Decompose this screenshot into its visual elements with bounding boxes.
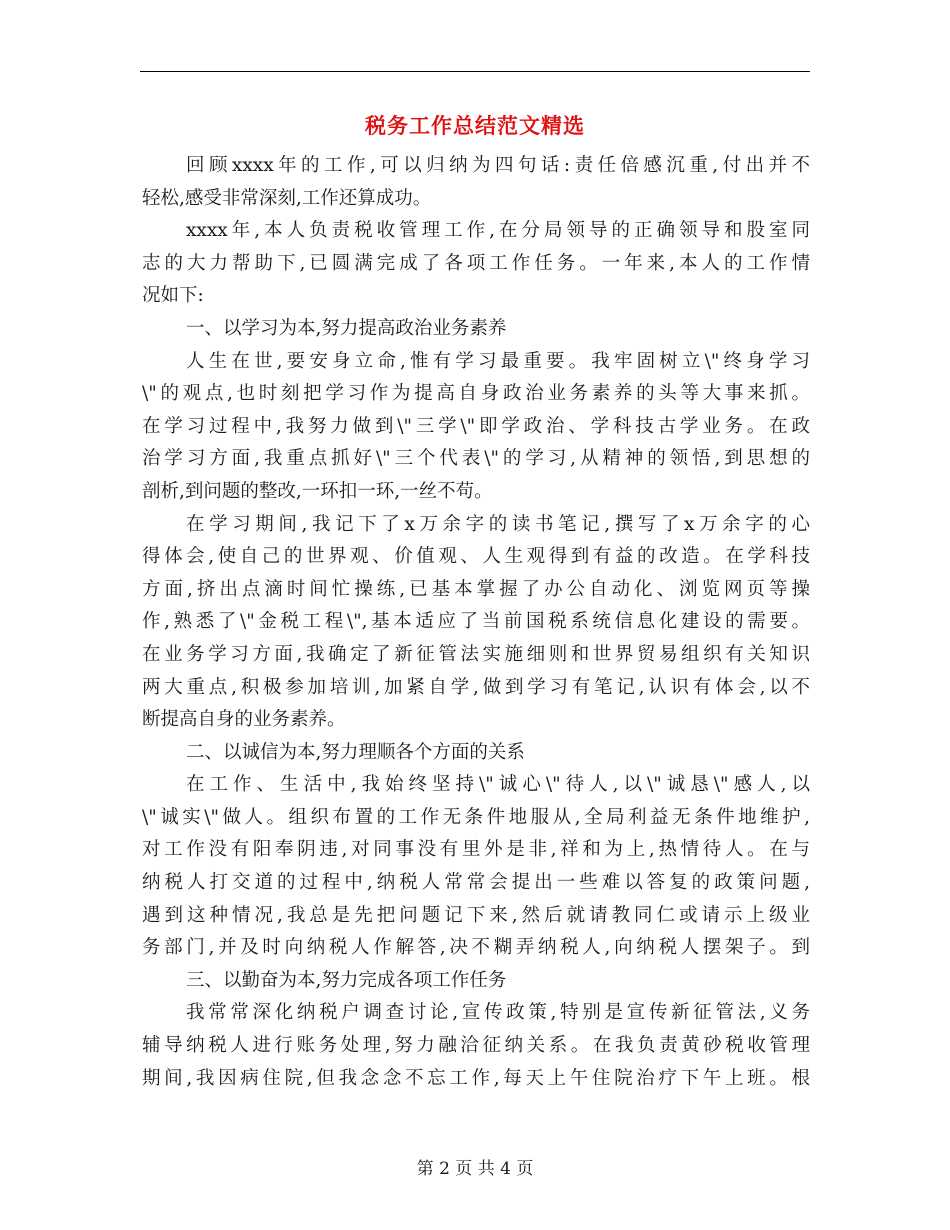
text-line: 治学习方面,我重点抓好\"三个代表\"的学习,从精神的领悟,到思想的	[142, 448, 810, 470]
text-line: 在学习期间,我记下了x万余字的读书笔记,撰写了x万余字的心	[186, 513, 810, 535]
text-line: \"诚实\"做人。组织布置的工作无条件地服从,全局利益无条件地维护,	[142, 806, 810, 828]
text-line: 回顾xxxx年的工作,可以归纳为四句话:责任倍感沉重,付出并不	[186, 155, 810, 176]
text-line: xxxx年,本人负责税收管理工作,在分局领导的正确领导和股室同	[186, 220, 810, 242]
text-line: 人生在世,要安身立命,惟有学习最重要。我牢固树立\"终身学习	[186, 350, 810, 372]
text-line: 剖析,到问题的整改,一环扣一环,一丝不苟。	[142, 480, 493, 502]
text-line: 在业务学习方面,我确定了新征管法实施细则和世界贸易组织有关知识	[142, 643, 810, 665]
text-line: 对工作没有阳奉阴违,对同事没有里外是非,祥和为上,热情待人。在与	[142, 839, 810, 861]
text-line: 辅导纳税人进行账务处理,努力融洽征纳关系。在我负责黄砂税收管理	[142, 1035, 810, 1057]
text-line: 三、以勤奋为本,努力完成各项工作任务	[186, 969, 507, 991]
page-footer: 第 2 页 共 4 页	[416, 1159, 534, 1179]
header-rule	[140, 71, 810, 72]
text-line: 得体会,使自己的世界观、价值观、人生观得到有益的改造。在学科技	[142, 546, 810, 568]
text-line: 作,熟悉了\"金税工程\",基本适应了当前国税系统信息化建设的需要。	[142, 611, 810, 633]
text-line: 在工作、生活中,我始终坚持\"诚心\"待人,以\"诚恳\"感人,以	[186, 774, 810, 796]
text-line: 断提高自身的业务素养。	[142, 709, 346, 731]
text-line: 况如下:	[142, 285, 204, 307]
text-line: 二、以诚信为本,努力理顺各个方面的关系	[186, 741, 525, 763]
text-line: 务部门,并及时向纳税人作解答,决不糊弄纳税人,向纳税人摆架子。到	[142, 937, 810, 959]
text-line: 两大重点,积极参加培训,加紧自学,做到学习有笔记,认识有体会,以不	[142, 676, 810, 698]
text-line: 期间,我因病住院,但我念念不忘工作,每天上午住院治疗下午上班。根	[142, 1067, 810, 1089]
text-line: 轻松,感受非常深刻,工作还算成功。	[142, 187, 432, 209]
text-line: 方面,挤出点滴时间忙操练,已基本掌握了办公自动化、浏览网页等操	[142, 578, 810, 600]
text-line: 纳税人打交道的过程中,纳税人常常会提出一些难以答复的政策问题,	[142, 872, 810, 894]
document-title: 税务工作总结范文精选	[365, 114, 585, 138]
text-line: 一、以学习为本,努力提高政治业务素养	[186, 317, 507, 339]
text-line: 我常常深化纳税户调查讨论,宣传政策,特别是宣传新征管法,义务	[186, 1002, 810, 1024]
text-line: 遇到这种情况,我总是先把问题记下来,然后就请教同仁或请示上级业	[142, 904, 810, 926]
document-body	[142, 150, 810, 1095]
text-line: 志的大力帮助下,已圆满完成了各项工作任务。一年来,本人的工作情	[142, 252, 810, 274]
text-line: \"的观点,也时刻把学习作为提高自身政治业务素养的头等大事来抓。	[142, 383, 810, 405]
text-line: 在学习过程中,我努力做到\"三学\"即学政治、学科技古学业务。在政	[142, 415, 810, 437]
